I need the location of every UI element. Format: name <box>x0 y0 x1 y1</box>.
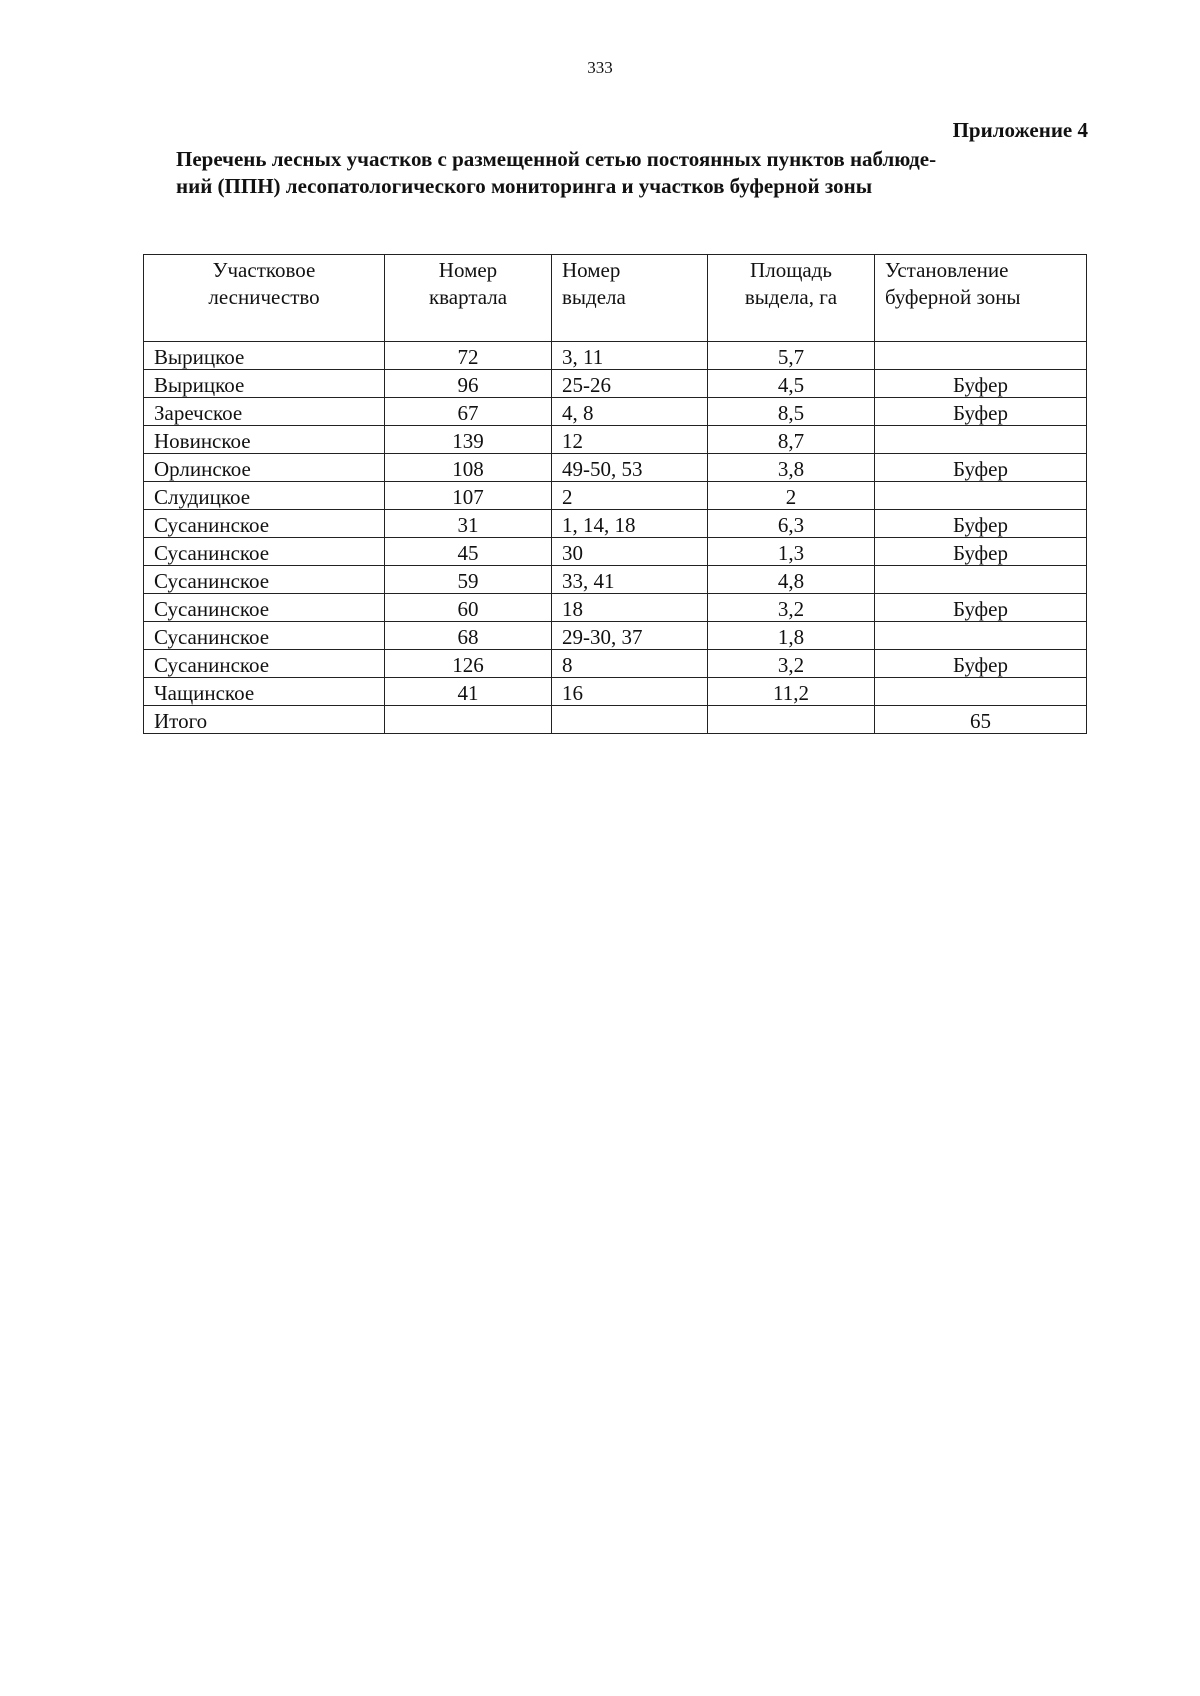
table-row <box>144 398 1087 426</box>
cell-area: 3,2 <box>708 650 875 678</box>
cell-buffer <box>875 622 1087 650</box>
cell-buffer <box>875 678 1087 706</box>
cell-forestry: Вырицкое <box>144 370 385 398</box>
header-area <box>708 255 875 342</box>
cell-forestry: Вырицкое <box>144 342 385 370</box>
table-row <box>144 342 1087 370</box>
cell-plot: 33, 41 <box>552 566 708 594</box>
header-quarter <box>385 255 552 342</box>
table-row <box>144 454 1087 482</box>
cell-area: 1,3 <box>708 538 875 566</box>
cell-area: 3,8 <box>708 454 875 482</box>
cell-total-quarter <box>385 706 552 734</box>
cell-plot: 12 <box>552 426 708 454</box>
cell-quarter: 126 <box>385 650 552 678</box>
cell-quarter: 67 <box>385 398 552 426</box>
cell-total-area <box>708 706 875 734</box>
header-buffer-line-1: Установление <box>885 258 1009 282</box>
cell-area: 4,5 <box>708 370 875 398</box>
table-header-row <box>144 255 1087 342</box>
header-buffer-line-2: буферной зоны <box>885 285 1021 309</box>
cell-quarter: 31 <box>385 510 552 538</box>
appendix-label: Приложение 4 <box>952 118 1088 142</box>
cell-buffer <box>875 342 1087 370</box>
cell-buffer <box>875 482 1087 510</box>
cell-buffer <box>875 566 1087 594</box>
header-forestry-line-2: лесничество <box>208 285 320 309</box>
cell-area: 2 <box>708 482 875 510</box>
table-total-row <box>144 706 1087 734</box>
cell-forestry: Сусанинское <box>144 622 385 650</box>
cell-forestry: Орлинское <box>144 454 385 482</box>
header-plot-line-2: выдела <box>562 285 626 309</box>
cell-quarter: 72 <box>385 342 552 370</box>
table-row <box>144 510 1087 538</box>
header-plot <box>552 255 708 342</box>
table-row <box>144 678 1087 706</box>
document-title-line-1: Перечень лесных участков с размещенной сетью постоянных пунктов наблюде- <box>176 147 937 171</box>
cell-plot: 2 <box>552 482 708 510</box>
cell-plot: 29-30, 37 <box>552 622 708 650</box>
cell-total-plot <box>552 706 708 734</box>
cell-buffer: Буфер <box>875 454 1087 482</box>
cell-area: 3,2 <box>708 594 875 622</box>
table-row <box>144 566 1087 594</box>
cell-total-label: Итого <box>144 706 385 734</box>
header-area-line-1: Площадь <box>750 258 832 282</box>
table-row <box>144 650 1087 678</box>
table-row <box>144 426 1087 454</box>
header-area-line-2: выдела, га <box>744 285 838 309</box>
cell-forestry: Сусанинское <box>144 594 385 622</box>
cell-buffer: Буфер <box>875 510 1087 538</box>
cell-plot: 8 <box>552 650 708 678</box>
table-row <box>144 594 1087 622</box>
header-plot-line-1: Номер <box>562 258 621 282</box>
cell-plot: 1, 14, 18 <box>552 510 708 538</box>
header-buffer <box>875 255 1087 342</box>
table-header <box>144 255 1087 342</box>
cell-buffer: Буфер <box>875 650 1087 678</box>
cell-forestry: Заречское <box>144 398 385 426</box>
table-row <box>144 622 1087 650</box>
cell-buffer: Буфер <box>875 370 1087 398</box>
cell-area: 11,2 <box>708 678 875 706</box>
cell-area: 8,5 <box>708 398 875 426</box>
cell-buffer: Буфер <box>875 594 1087 622</box>
document-title-line-2: ний (ППН) лесопатологического мониторинга и участков буферной зоны <box>176 174 873 198</box>
cell-quarter: 41 <box>385 678 552 706</box>
cell-forestry: Новинское <box>144 426 385 454</box>
cell-forestry: Сусанинское <box>144 650 385 678</box>
cell-plot: 25-26 <box>552 370 708 398</box>
cell-quarter: 59 <box>385 566 552 594</box>
cell-area: 1,8 <box>708 622 875 650</box>
table-body <box>144 342 1087 734</box>
cell-quarter: 60 <box>385 594 552 622</box>
cell-area: 5,7 <box>708 342 875 370</box>
cell-quarter: 139 <box>385 426 552 454</box>
cell-area: 8,7 <box>708 426 875 454</box>
cell-plot: 4, 8 <box>552 398 708 426</box>
monitoring-plots-table <box>143 254 1087 734</box>
cell-quarter: 45 <box>385 538 552 566</box>
cell-plot: 18 <box>552 594 708 622</box>
header-quarter-line-2: квартала <box>428 285 508 309</box>
page-number: 333 <box>587 58 613 77</box>
header-quarter-line-1: Номер <box>438 258 498 282</box>
table-row <box>144 370 1087 398</box>
cell-forestry: Сусанинское <box>144 538 385 566</box>
cell-quarter: 107 <box>385 482 552 510</box>
cell-quarter: 96 <box>385 370 552 398</box>
table-row <box>144 482 1087 510</box>
cell-forestry: Сусанинское <box>144 510 385 538</box>
document-title <box>176 146 1076 200</box>
table-row <box>144 538 1087 566</box>
cell-forestry: Слудицкое <box>144 482 385 510</box>
cell-buffer: Буфер <box>875 538 1087 566</box>
cell-buffer <box>875 426 1087 454</box>
header-forestry <box>144 255 385 342</box>
cell-plot: 30 <box>552 538 708 566</box>
cell-quarter: 68 <box>385 622 552 650</box>
cell-forestry: Сусанинское <box>144 566 385 594</box>
cell-forestry: Чащинское <box>144 678 385 706</box>
cell-area: 6,3 <box>708 510 875 538</box>
cell-plot: 3, 11 <box>552 342 708 370</box>
cell-buffer: Буфер <box>875 398 1087 426</box>
cell-quarter: 108 <box>385 454 552 482</box>
cell-plot: 49-50, 53 <box>552 454 708 482</box>
header-forestry-line-1: Участковое <box>212 258 316 282</box>
cell-plot: 16 <box>552 678 708 706</box>
cell-area: 4,8 <box>708 566 875 594</box>
cell-total-value: 65 <box>875 706 1087 734</box>
